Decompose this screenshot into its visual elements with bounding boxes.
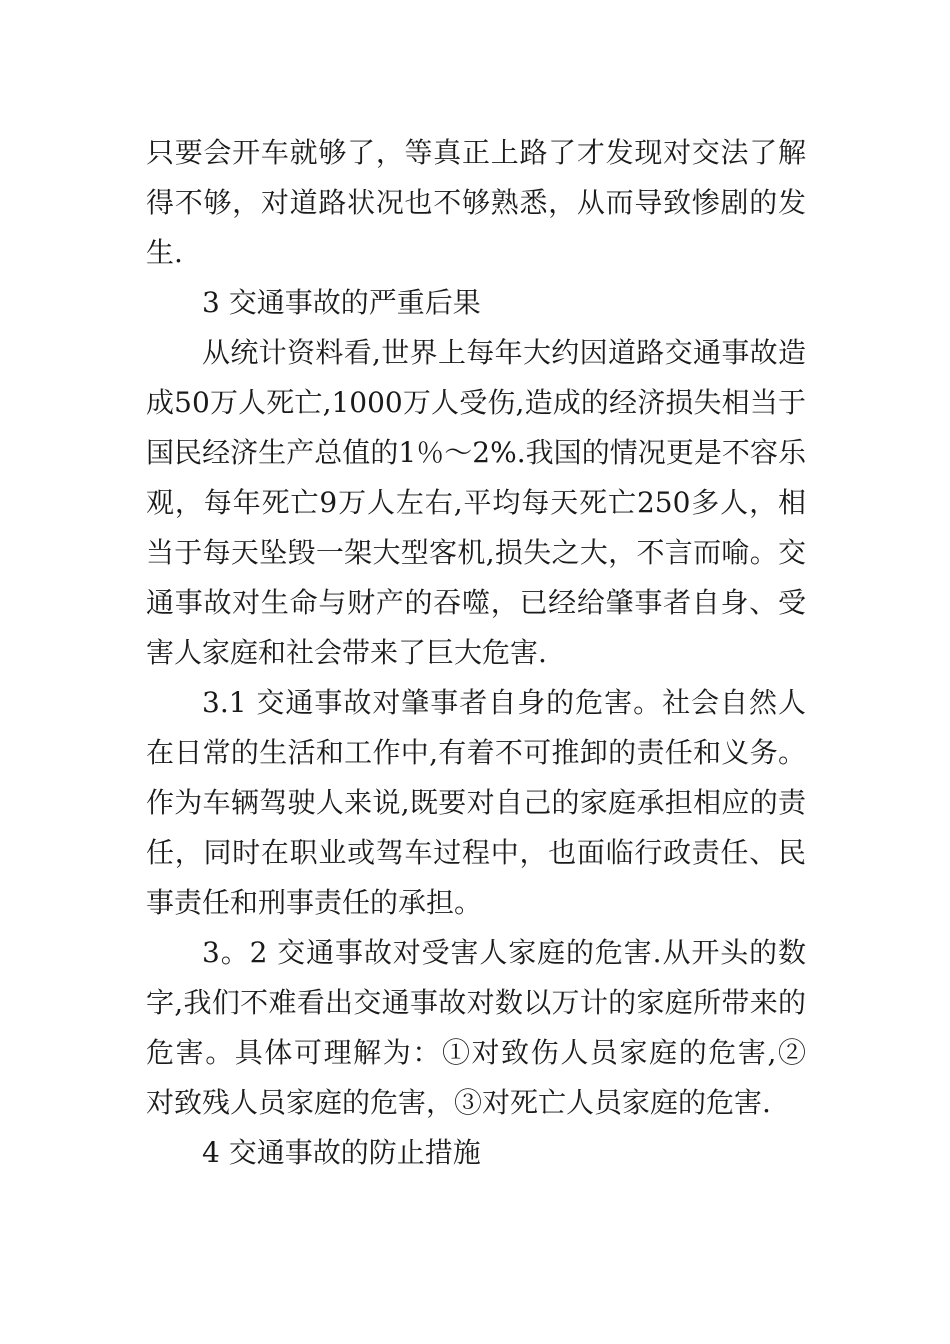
document-body [146,128,806,1178]
paragraph-section-3-1: 3.1 交通事故对肇事者自身的危害。社会自然人在日常的生活和工作中,有着不可推卸的责任和义务。作为车辆驾驶人来说,既要对自己的家庭承担相应的责任，同时在职业或驾车过程中，也面临行政责任、民事责任和刑事责任的承担。 [146,686,806,919]
paragraph-intro-continuation: 只要会开车就够了，等真正上路了才发现对交法了解得不够，对道路状况也不够熟悉，从而导致惨剧的发生. [146,136,806,269]
paragraph-section-3-2: 3。2 交通事故对受害人家庭的危害.从开头的数字,我们不难看出交通事故对数以万计的家庭所带来的危害。具体可理解为：①对致伤人员家庭的危害,② 对致残人员家庭的危害，③对死亡人员家庭的危害. [146,936,806,1119]
section-heading-4: 4 交通事故的防止措施 [202,1136,481,1169]
paragraph-statistics: 从统计资料看,世界上每年大约因道路交通事故造成50万人死亡,1000万人受伤,造成的经济损失相当于国民经济生产总值的1％～2%.我国的情况更是不容乐观，每年死亡9万人左右,平均每天死亡250多人，相当于每天坠毁一架大型客机,损失之大，不言而喻。交通事故对生命与财产的吞噬，已经给肇事者自身、受害人家庭和社会带来了巨大危害. [146,336,806,669]
section-heading-3: 3 交通事故的严重后果 [202,286,481,319]
